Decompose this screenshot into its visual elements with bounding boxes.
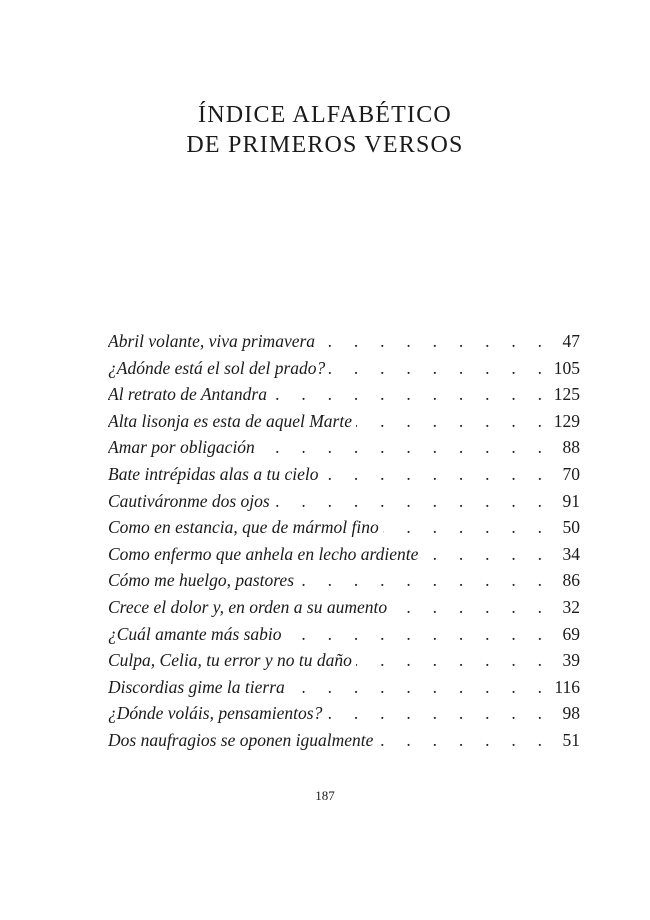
folio-page-number: 187 xyxy=(315,788,335,803)
index-entry xyxy=(108,541,580,568)
page-number: 125 xyxy=(553,384,580,405)
dot-leader xyxy=(356,408,542,435)
index-entry xyxy=(108,700,580,727)
page-number: 69 xyxy=(562,623,580,644)
page-number: 50 xyxy=(562,517,580,538)
page-number: 129 xyxy=(553,410,580,431)
dot-leader xyxy=(377,727,542,754)
dot-leader xyxy=(356,647,542,674)
verse-first-line: Al retrato de Antandra xyxy=(108,384,267,405)
verse-first-line: Como enfermo que anhela en lecho ardiente xyxy=(108,543,419,564)
first-lines-index xyxy=(108,328,580,754)
verse-first-line: Alta lisonja es esta de aquel Marte xyxy=(108,410,352,431)
dot-leader xyxy=(286,621,542,648)
index-entry xyxy=(108,434,580,461)
page-number: 91 xyxy=(562,490,580,511)
dot-leader xyxy=(298,567,542,594)
verse-first-line: ¿Cuál amante más sabio xyxy=(108,623,282,644)
verse-first-line: Culpa, Celia, tu error y no tu daño xyxy=(108,650,352,671)
page-number: 86 xyxy=(562,570,580,591)
dot-leader xyxy=(391,594,542,621)
page-number: 105 xyxy=(553,357,580,378)
index-entry xyxy=(108,461,580,488)
index-entry xyxy=(108,727,580,754)
index-entry xyxy=(108,621,580,648)
index-entry xyxy=(108,647,580,674)
index-entry xyxy=(108,514,580,541)
index-entry xyxy=(108,488,580,515)
dot-leader xyxy=(274,488,542,515)
page-title-line-1: ÍNDICE ALFABÉTICO xyxy=(198,102,452,128)
verse-first-line: Abril volante, viva primavera xyxy=(108,331,316,351)
page-title xyxy=(0,100,650,160)
page-number: 51 xyxy=(562,729,580,750)
verse-first-line: Bate intrépidas alas a tu cielo xyxy=(108,463,319,484)
verse-first-line: Amar por obligación xyxy=(108,437,255,458)
index-entry xyxy=(108,381,580,408)
page-number: 116 xyxy=(554,676,580,697)
verse-first-line: Dos naufragios se oponen igualmente xyxy=(108,729,374,750)
dot-leader xyxy=(271,381,542,408)
dot-leader xyxy=(329,355,542,382)
verse-first-line: Cómo me huelgo, pastores xyxy=(108,570,295,591)
dot-leader xyxy=(289,674,542,701)
index-entry xyxy=(108,355,580,382)
dot-leader xyxy=(326,700,542,727)
dot-leader xyxy=(322,461,542,488)
index-entry xyxy=(108,594,580,621)
index-entry xyxy=(108,408,580,435)
dot-leader xyxy=(422,541,542,568)
dot-leader xyxy=(319,328,542,355)
verse-first-line: Discordias gime la tierra xyxy=(108,676,285,697)
page-number: 32 xyxy=(562,596,580,617)
index-entry xyxy=(108,328,580,355)
page-number: 88 xyxy=(562,437,580,458)
verse-first-line: ¿Adónde está el sol del prado? xyxy=(108,357,326,378)
page-number: 98 xyxy=(562,703,580,724)
page-number: 47 xyxy=(562,331,580,351)
dot-leader xyxy=(383,514,542,541)
index-entry xyxy=(108,674,580,701)
page-number: 70 xyxy=(562,463,580,484)
verse-first-line: Como en estancia, que de mármol fino xyxy=(108,517,379,538)
verse-first-line: ¿Dónde voláis, pensamientos? xyxy=(108,703,323,724)
verse-first-line: Crece el dolor y, en orden a su aumento xyxy=(108,596,388,617)
page-number: 34 xyxy=(562,543,580,564)
index-entry xyxy=(108,567,580,594)
dot-leader xyxy=(259,434,542,461)
page-number: 39 xyxy=(562,650,580,671)
page-title-line-2: DE PRIMEROS VERSOS xyxy=(186,132,464,158)
verse-first-line: Cautiváronme dos ojos xyxy=(108,490,270,511)
